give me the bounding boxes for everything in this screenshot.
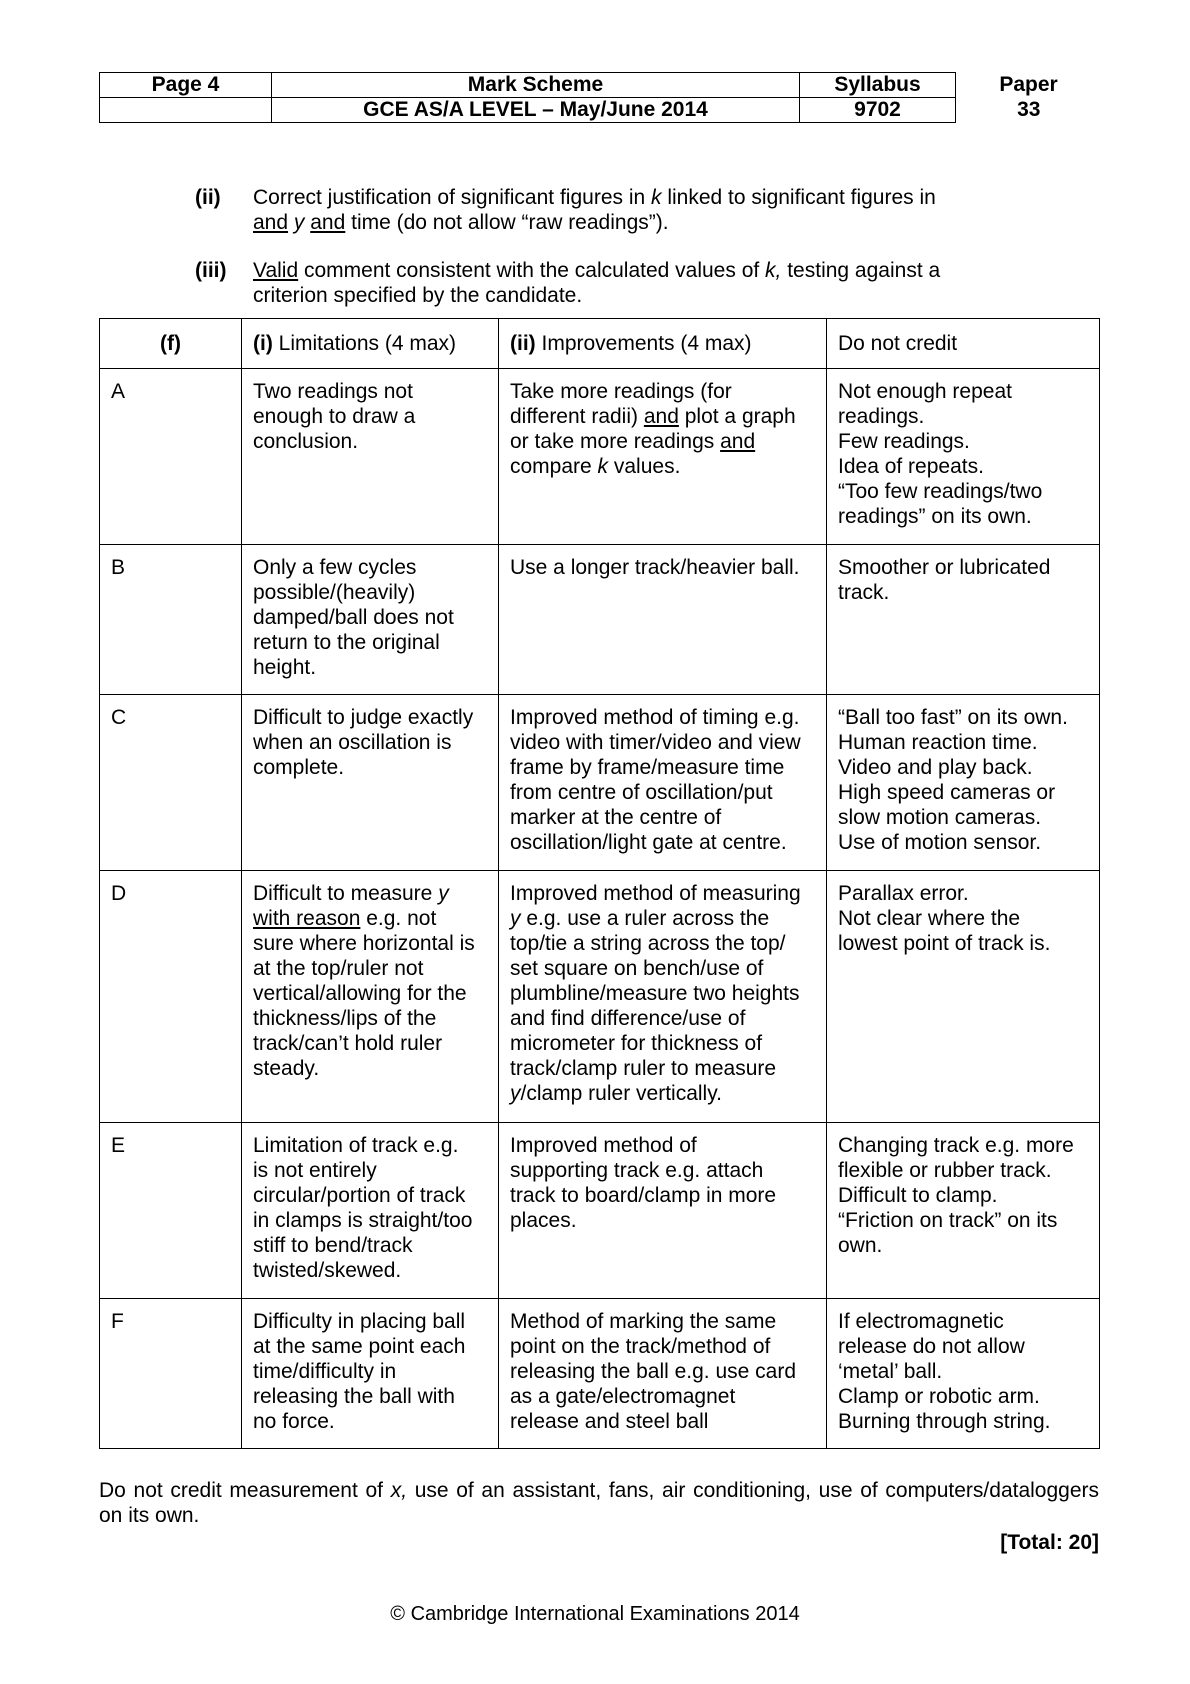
limitation-cell: Difficult to measure y with reason e.g. not sure where horizontal is at the top/ruler not vertical/allowing for the thickness/lips of the track/can’t hold ruler steady. <box>242 871 499 1123</box>
improvement-cell: Take more readings (for different radii) and plot a graph or take more readings and compare k values. <box>499 369 827 545</box>
item-number: (ii) <box>195 186 221 209</box>
item-text: Valid comment consistent with the calculated values of k, testing against a criterion specified by the candidate. <box>253 259 941 307</box>
do-not-credit-cell: Smoother or lubricated track. <box>827 545 1100 695</box>
table-row <box>100 1299 1100 1449</box>
header-improvements: (ii) Improvements (4 max) <box>499 319 827 369</box>
limitations-table <box>99 318 1100 1449</box>
mark-scheme-title: Mark Scheme <box>272 73 800 98</box>
table-row <box>100 369 1100 545</box>
total-marks: [Total: 20] <box>1000 1531 1099 1554</box>
do-not-credit-cell: Not enough repeat readings. Few readings. Idea of repeats. “Too few readings/two readings” on its own. <box>827 369 1100 545</box>
header-empty-cell <box>100 98 272 123</box>
item-number: (iii) <box>195 259 227 282</box>
row-label: F <box>100 1299 242 1449</box>
improvement-cell: Use a longer track/heavier ball. <box>499 545 827 695</box>
do-not-credit-cell: If electromagnetic release do not allow ‘metal’ ball. Clamp or robotic arm. Burning through string. <box>827 1299 1100 1449</box>
row-label: A <box>100 369 242 545</box>
row-label: D <box>100 871 242 1123</box>
limitation-cell: Two readings not enough to draw a conclusion. <box>242 369 499 545</box>
header-table <box>99 72 1102 123</box>
table-row <box>100 1123 1100 1299</box>
syllabus-label: Syllabus <box>800 73 956 98</box>
do-not-credit-cell: “Ball too fast” on its own. Human reaction time. Video and play back. High speed cameras or slow motion cameras. Use of motion sensor. <box>827 695 1100 871</box>
paper-number: 33 <box>1017 98 1041 121</box>
row-label: C <box>100 695 242 871</box>
row-label: B <box>100 545 242 695</box>
exam-title: GCE AS/A LEVEL – May/June 2014 <box>272 98 800 123</box>
header-limitations: (i) Limitations (4 max) <box>242 319 499 369</box>
limitation-cell: Difficulty in placing ball at the same point each time/difficulty in releasing the ball with no force. <box>242 1299 499 1449</box>
syllabus-code: 9702 <box>800 98 956 123</box>
improvement-cell: Improved method of timing e.g. video with timer/video and view frame by frame/measure time from centre of oscillation/put marker at the centre of oscillation/light gate at centre. <box>499 695 827 871</box>
header-f: (f) <box>100 319 242 369</box>
paper-label: Paper <box>999 73 1058 96</box>
header-do-not-credit: Do not credit <box>827 319 1100 369</box>
improvement-cell: Improved method of supporting track e.g. attach track to board/clamp in more places. <box>499 1123 827 1299</box>
copyright: © Cambridge International Examinations 2014 <box>390 1603 800 1625</box>
do-not-credit-cell: Changing track e.g. more flexible or rubber track. Difficult to clamp. “Friction on track” on its own. <box>827 1123 1100 1299</box>
table-header-row <box>100 319 1100 369</box>
footnote: Do not credit measurement of x, use of an assistant, fans, air conditioning, use of computers/dataloggers on its own. <box>99 1479 1100 1527</box>
limitation-cell: Limitation of track e.g. is not entirely circular/portion of track in clamps is straight/too stiff to bend/track twisted/skewed. <box>242 1123 499 1299</box>
improvement-cell: Improved method of measuring y e.g. use a ruler across the top/tie a string across the top/ set square on bench/use of plumbline/measure two heights and find difference/use of micrometer for thickness of track/clamp ruler to measure y/clamp ruler vertically. <box>499 871 827 1123</box>
limitation-cell: Only a few cycles possible/(heavily) damped/ball does not return to the original height. <box>242 545 499 695</box>
page-number: Page 4 <box>100 73 272 98</box>
row-label: E <box>100 1123 242 1299</box>
table-row <box>100 695 1100 871</box>
table-row <box>100 871 1100 1123</box>
improvement-cell: Method of marking the same point on the track/method of releasing the ball e.g. use card as a gate/electromagnet release and steel ball <box>499 1299 827 1449</box>
limitation-cell: Difficult to judge exactly when an oscillation is complete. <box>242 695 499 871</box>
do-not-credit-cell: Parallax error. Not clear where the lowest point of track is. <box>827 871 1100 1123</box>
item-text: Correct justification of significant figures in k linked to significant figures in and y and time (do not allow “raw readings”). <box>253 186 936 234</box>
table-row <box>100 545 1100 695</box>
